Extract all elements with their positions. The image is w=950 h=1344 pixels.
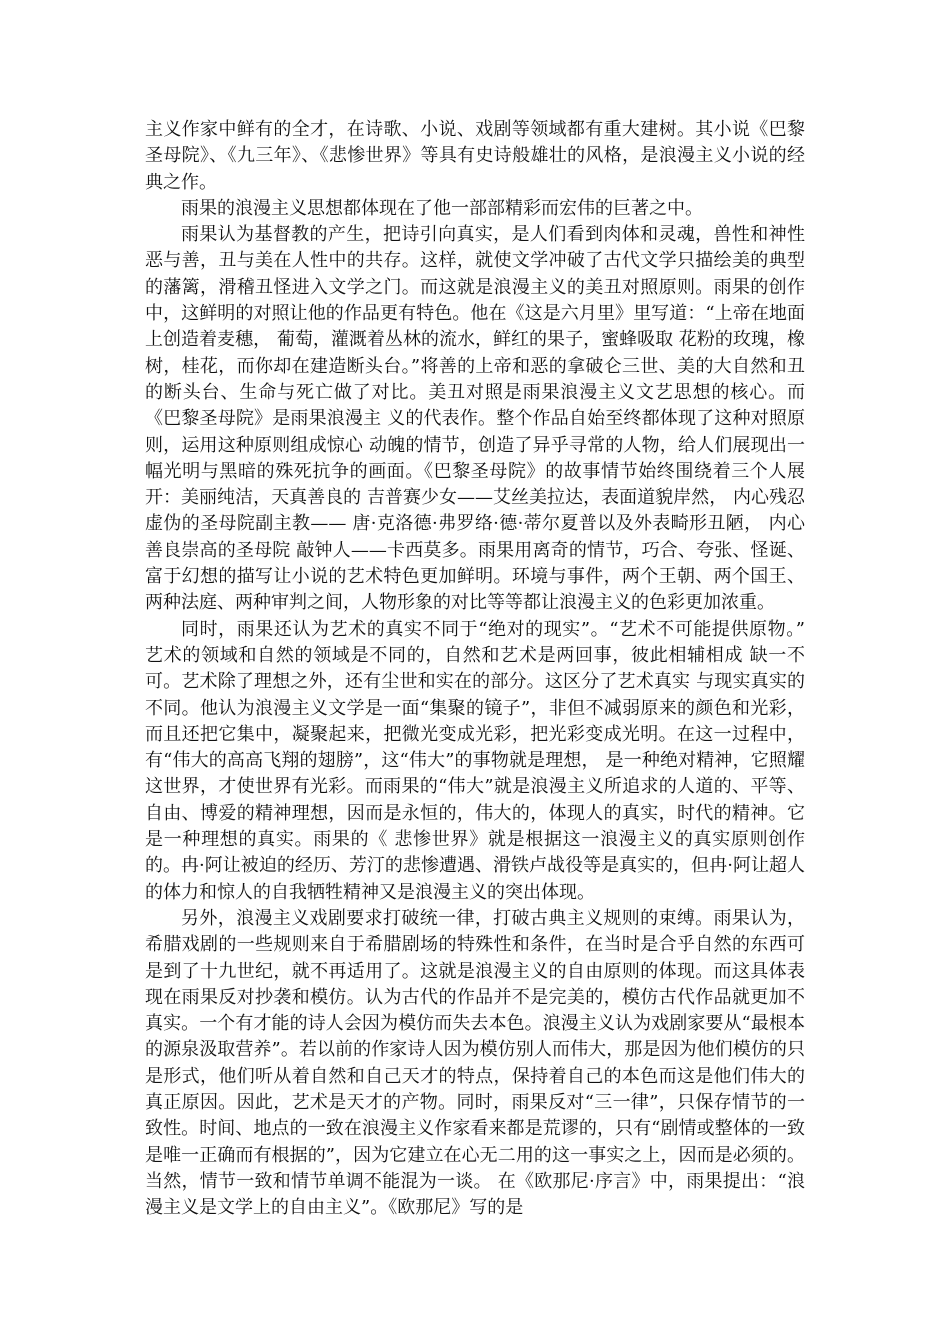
paragraph-summary: 雨果的浪漫主义思想都体现在了他一部部精彩而宏伟的巨著之中。 xyxy=(181,197,703,219)
paragraph-freedom-principle: 另外，浪漫主义戏剧要求打破统一律，打破古典主义规则的束缚。雨果认为，希腊戏剧的一些规则来自于希腊剧场的特殊性和条件，在当时是合乎自然的东西可是到了十九世纪，就不再适用了。这就是浪漫主义的自由原则的体现。而这具体表现在雨果反对抄袭和模仿。认为古代的作品并不是完美的，模仿古代作品就更加不真实。一个有才能的诗人会因为模仿而失去本色。浪漫主义认为戏剧家要从“最根本的源泉汲取营养”。若以前的作家诗人因为模仿别人而伟大，那是因为他们模仿的只是形式，他们听从着自然和自己天才的特点，保持着自己的本色而这是他们伟大的真正原因。因此，艺术是天才的产物。同时，雨果反对“三一律”，只保存情节的一致性。时间、地点的一致在浪漫主义作家看来都是荒谬的，只有“剧情或整体的一致是唯一正确而有根据的”，因为它建立在心无二用的这一事实之上，因而是必须的。当然，情节一致和情节单调不能混为一谈。 在《欧那尼·序言》中，雨果提出：“浪漫主义是文学上的自由主义”。《欧那尼》写的是 xyxy=(145,907,805,1219)
paragraph-contrast-principle: 雨果认为基督教的产生，把诗引向真实，是人们看到肉体和灵魂，兽性和神性恶与善，丑与美在人性中的共存。这样，就使文学冲破了古代文学只描绘美的典型的藩篱，滑稽丑怪进入文学之门。而这就是浪漫主义的美丑对照原则。雨果的创作中，这鲜明的对照让他的作品更有特色。他在《这是六月里》里写道：“上帝在地面上创造着麦穗， 葡萄，灌溉着丛林的流水，鲜红的果子，蜜蜂吸取 花粉的玫瑰，橡树，桂花，而你却在建造断头台。”将善的上帝和恶的拿破仑三世、美的大自然和丑的断头台、生命与死亡做了对比。美丑对照是雨果浪漫主义文艺思想的核心。而《巴黎圣母院》是雨果浪漫主 义的代表作。整个作品自始至终都体现了这种对照原则，运用这种原则组成惊心 动魄的情节，创造了异乎寻常的人物，给人们展现出一幅光明与黑暗的殊死抗争的画面。《巴黎圣母院》的故事情节始终围绕着三个人展开：美丽纯洁，天真善良的 吉普赛少女——艾丝美拉达，表面道貌岸然， 内心残忍虚伪的圣母院副主教—— 唐·克洛德·弗罗络·德·蒂尔夏普以及外表畸形丑陋， 内心善良崇高的圣母院 敲钟人——卡西莫多。雨果用离奇的情节，巧合、夸张、怪诞、富于幻想的描写让小说的艺术特色更加鲜明。环境与事件，两个王朝、两个国王、两种法庭、两种审判之间，人物形象的对比等等都让浪漫主义的色彩更加浓重。 xyxy=(145,224,805,614)
paragraph-artistic-truth: 同时，雨果还认为艺术的真实不同于“绝对的现实”。“艺术不可能提供原物。” 艺术的领域和自然的领域是不同的，自然和艺术是两回事，彼此相辅相成 缺一不可。艺术除了理想之外，还有尘世和实在的部分。这区分了艺术真实 与现实真实的不同。他认为浪漫主义文学是一面“集聚的镜子”，非但不减弱原来的颜色和光彩， 而且还把它集中，凝聚起来，把微光变成光彩，把光彩变成光明。在这一过程中，有“伟大的高高飞翔的翅膀”，这“伟大”的事物就是理想， 是一种绝对精神，它照耀这世界，才使世界有光彩。而雨果的“伟大”就是浪漫主义所追求的人道的、平等、自由、博爱的精神理想，因而是永恒的，伟大的，体现人的真实，时代的精神。它是一种理想的真实。雨果的《 悲惨世界》就是根据这一浪漫主义的真实原则创作的。冉·阿让被迫的经历、芳汀的悲惨遭遇、滑铁卢战役等是真实的，但冉·阿让超人的体力和惊人的自我牺牲精神又是浪漫主义的突出体现。 xyxy=(145,618,805,903)
document-page xyxy=(145,117,805,1221)
paragraph-continuation: 主义作家中鲜有的全才，在诗歌、小说、戏剧等领域都有重大建树。其小说《巴黎圣母院》、《九三年》、《悲惨世界》等具有史诗般雄壮的风格，是浪漫主义小说的经典之作。 xyxy=(145,119,805,193)
